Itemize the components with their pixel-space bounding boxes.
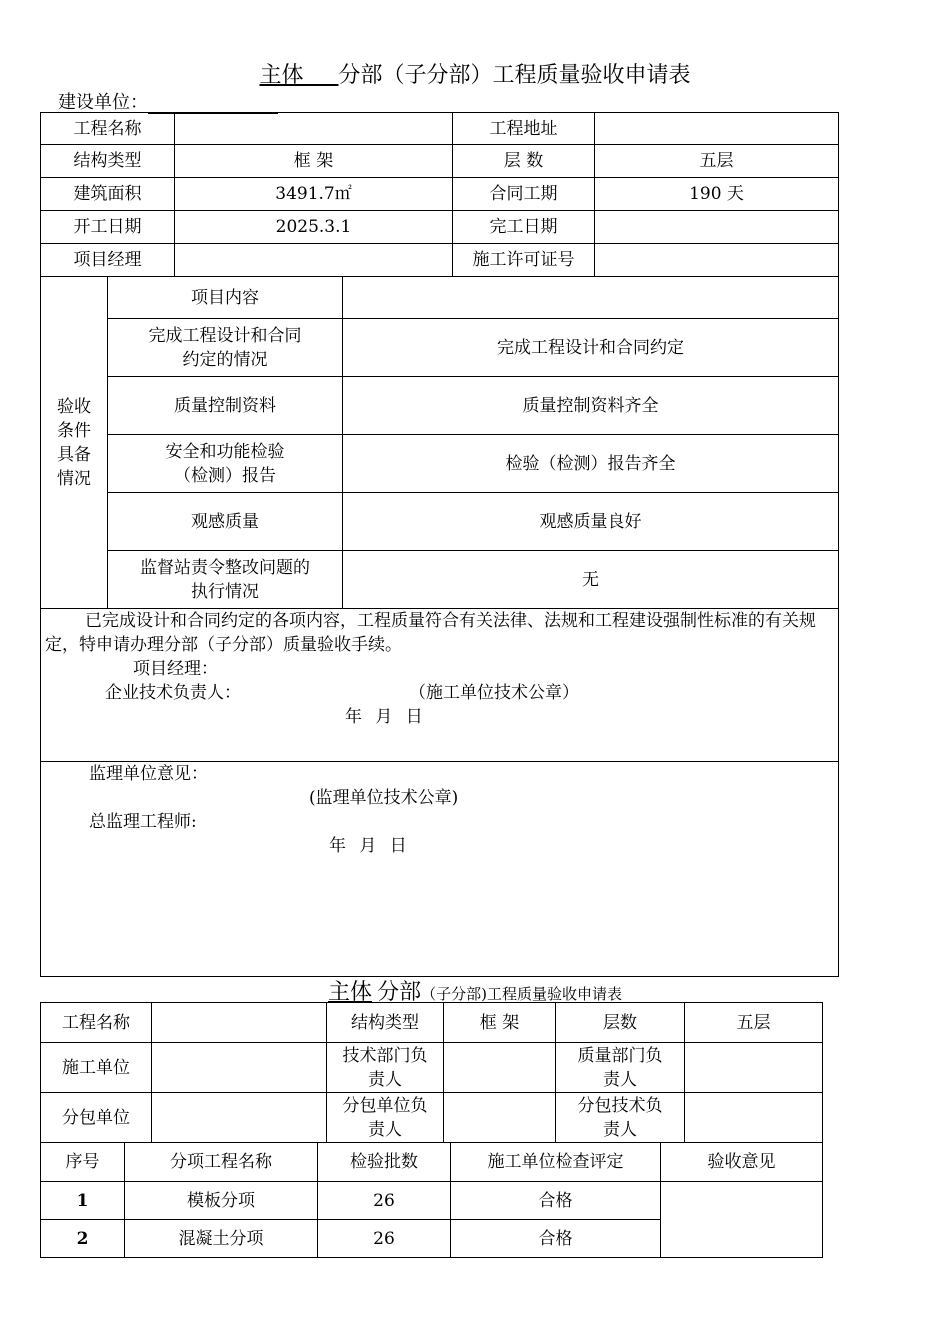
supervisor-engineer: 总监理工程师: (89, 812, 197, 832)
owner-label: 建设单位： (58, 92, 148, 113)
main-form-table (40, 112, 839, 977)
area-label: 建筑面积 (41, 178, 175, 211)
declaration-manager: 项目经理： (133, 659, 218, 679)
condition-item-line: 约定的情况 (182, 349, 268, 370)
quality-dept-value[interactable] (685, 1043, 823, 1093)
sub-structure-label: 结构类型 (327, 1003, 444, 1043)
structure-value[interactable]: 框 架 (175, 145, 453, 178)
subcontractor-value[interactable] (152, 1093, 327, 1143)
supervisor-date: 年 月 日 (329, 836, 407, 856)
condition-item (108, 493, 343, 551)
condition-item-line: 质量控制资料 (174, 395, 276, 416)
row-batches: 26 (318, 1220, 451, 1258)
subcontractor-label: 分包单位 (41, 1093, 152, 1143)
items-table (40, 1142, 823, 1258)
sub-row-subcontractor (41, 1093, 823, 1143)
condition-value[interactable]: 无 (343, 551, 839, 609)
form-title (0, 58, 950, 89)
area-value[interactable]: 3491.7㎡ (175, 178, 453, 211)
row-name: 模板分项 (125, 1182, 318, 1220)
condition-item-line: （检测）报告 (174, 465, 276, 486)
sub-structure-value[interactable]: 框 架 (444, 1003, 556, 1043)
owner-row (58, 88, 278, 114)
finish-date-label: 完工日期 (453, 211, 595, 244)
quality-dept-label-line: 责人 (603, 1069, 637, 1090)
row-no-text: 2 (76, 1228, 89, 1249)
conditions-header: 项目内容 (108, 277, 343, 319)
supervisor-opinion: 监理单位意见： (89, 764, 208, 784)
sub-tech-label-line: 责人 (603, 1119, 637, 1140)
row-no (41, 1182, 125, 1220)
conditions-header-value[interactable] (343, 277, 839, 319)
condition-value[interactable]: 质量控制资料齐全 (343, 377, 839, 435)
row-no-text: 1 (76, 1190, 89, 1211)
col-header-batches: 检验批数 (318, 1143, 451, 1182)
condition-value[interactable]: 观感质量良好 (343, 493, 839, 551)
condition-value[interactable]: 完成工程设计和合同约定 (343, 319, 839, 377)
row-batches: 26 (318, 1182, 451, 1220)
row-structure (41, 145, 839, 178)
start-date-label: 开工日期 (41, 211, 175, 244)
row-name: 混凝土分项 (125, 1220, 318, 1258)
condition-value[interactable]: 检验（检测）报告齐全 (343, 435, 839, 493)
supervisor-cell (41, 762, 839, 977)
sub-lead-label-line: 分包单位负 (342, 1095, 428, 1116)
declaration-date: 年 月 日 (345, 707, 423, 727)
condition-item (108, 551, 343, 609)
title2-prefix: 主体 (328, 980, 373, 1005)
condition-row (41, 319, 839, 377)
sub-info-table (40, 1002, 823, 1143)
period-label: 合同工期 (453, 178, 595, 211)
condition-row (41, 435, 839, 493)
sub-lead-label-line: 责人 (368, 1119, 402, 1140)
conditions-group-label (41, 277, 108, 609)
tech-dept-label-line: 责人 (368, 1069, 402, 1090)
contractor-label: 施工单位 (41, 1043, 152, 1093)
items-header-row (41, 1143, 823, 1182)
declaration-tech-lead: 企业技术负责人： (105, 683, 241, 703)
sub-floors-value[interactable]: 五层 (685, 1003, 823, 1043)
condition-item-line: 完成工程设计和合同 (148, 325, 302, 346)
row-area (41, 178, 839, 211)
col-header-opinion: 验收意见 (661, 1143, 823, 1182)
quality-dept-label-line: 质量部门负 (577, 1045, 663, 1066)
sub-tech-value[interactable] (685, 1093, 823, 1143)
supervisor-seal: (监理单位技术公章) (309, 788, 459, 808)
period-value[interactable]: 190 天 (595, 178, 839, 211)
declaration-seal: （施工单位技术公章） (409, 683, 579, 703)
declaration-cell (41, 609, 839, 762)
condition-item-line: 监督站责令整改问题的 (140, 557, 310, 578)
title-prefix: 主体 (259, 63, 304, 88)
row-conditions-header (41, 277, 839, 319)
title2-mid: 分部 (377, 980, 422, 1005)
condition-row (41, 377, 839, 435)
row-supervisor (41, 762, 839, 977)
permit-value[interactable] (595, 244, 839, 277)
table-row (41, 1182, 823, 1220)
condition-item-line: 安全和功能检验 (165, 441, 285, 462)
title-rest: 分部（子分部）工程质量验收申请表 (338, 63, 691, 88)
sub-name-label: 工程名称 (41, 1003, 152, 1043)
sub-name-value[interactable] (152, 1003, 327, 1043)
conditions-group-line: 条件 (57, 420, 91, 441)
conditions-group-line: 具备 (57, 444, 91, 465)
title-underline-gap (304, 63, 339, 88)
conditions-group-line: 验收 (57, 396, 91, 417)
manager-value[interactable] (175, 244, 453, 277)
row-project-name (41, 113, 839, 145)
sub-tech-label (556, 1093, 685, 1143)
sub-row-name (41, 1003, 823, 1043)
col-header-name: 分项工程名称 (125, 1143, 318, 1182)
row-eval: 合格 (451, 1182, 661, 1220)
project-address-value[interactable] (595, 113, 839, 145)
floors-value[interactable]: 五层 (595, 145, 839, 178)
project-name-label: 工程名称 (41, 113, 175, 145)
sub-lead-label (327, 1093, 444, 1143)
row-eval: 合格 (451, 1220, 661, 1258)
sub-lead-value[interactable] (444, 1093, 556, 1143)
col-header-eval: 施工单位检查评定 (451, 1143, 661, 1182)
condition-item (108, 319, 343, 377)
row-manager (41, 244, 839, 277)
structure-label: 结构类型 (41, 145, 175, 178)
project-address-label: 工程地址 (453, 113, 595, 145)
permit-label: 施工许可证号 (453, 244, 595, 277)
project-name-value[interactable] (175, 113, 453, 145)
condition-item-line: 执行情况 (191, 581, 259, 602)
finish-date-value[interactable] (595, 211, 839, 244)
tech-dept-label (327, 1043, 444, 1093)
condition-item (108, 435, 343, 493)
condition-row (41, 551, 839, 609)
condition-item (108, 377, 343, 435)
declaration-tech-row (45, 681, 834, 705)
declaration-text: 已完成设计和合同约定的各项内容，工程质量符合有关法律、法规和工程建设强制性标准的有关规定，特申请办理分部（子分部）质量验收手续。 (45, 611, 816, 655)
row-declaration (41, 609, 839, 762)
sub-floors-label: 层数 (556, 1003, 685, 1043)
start-date-value[interactable]: 2025.3.1 (175, 211, 453, 244)
quality-dept-label (556, 1043, 685, 1093)
condition-row (41, 493, 839, 551)
col-header-no: 序号 (41, 1143, 125, 1182)
title2-rest: （子分部)工程质量验收申请表 (421, 985, 622, 1003)
conditions-group-line: 情况 (57, 468, 91, 489)
contractor-value[interactable] (152, 1043, 327, 1093)
row-dates (41, 211, 839, 244)
sub-row-contractor (41, 1043, 823, 1093)
tech-dept-label-line: 技术部门负 (342, 1045, 428, 1066)
sub-tech-label-line: 分包技术负 (577, 1095, 663, 1116)
opinion-cell[interactable] (661, 1182, 823, 1258)
floors-label: 层 数 (453, 145, 595, 178)
tech-dept-value[interactable] (444, 1043, 556, 1093)
condition-item-line: 观感质量 (191, 511, 259, 532)
row-no (41, 1220, 125, 1258)
manager-label: 项目经理 (41, 244, 175, 277)
